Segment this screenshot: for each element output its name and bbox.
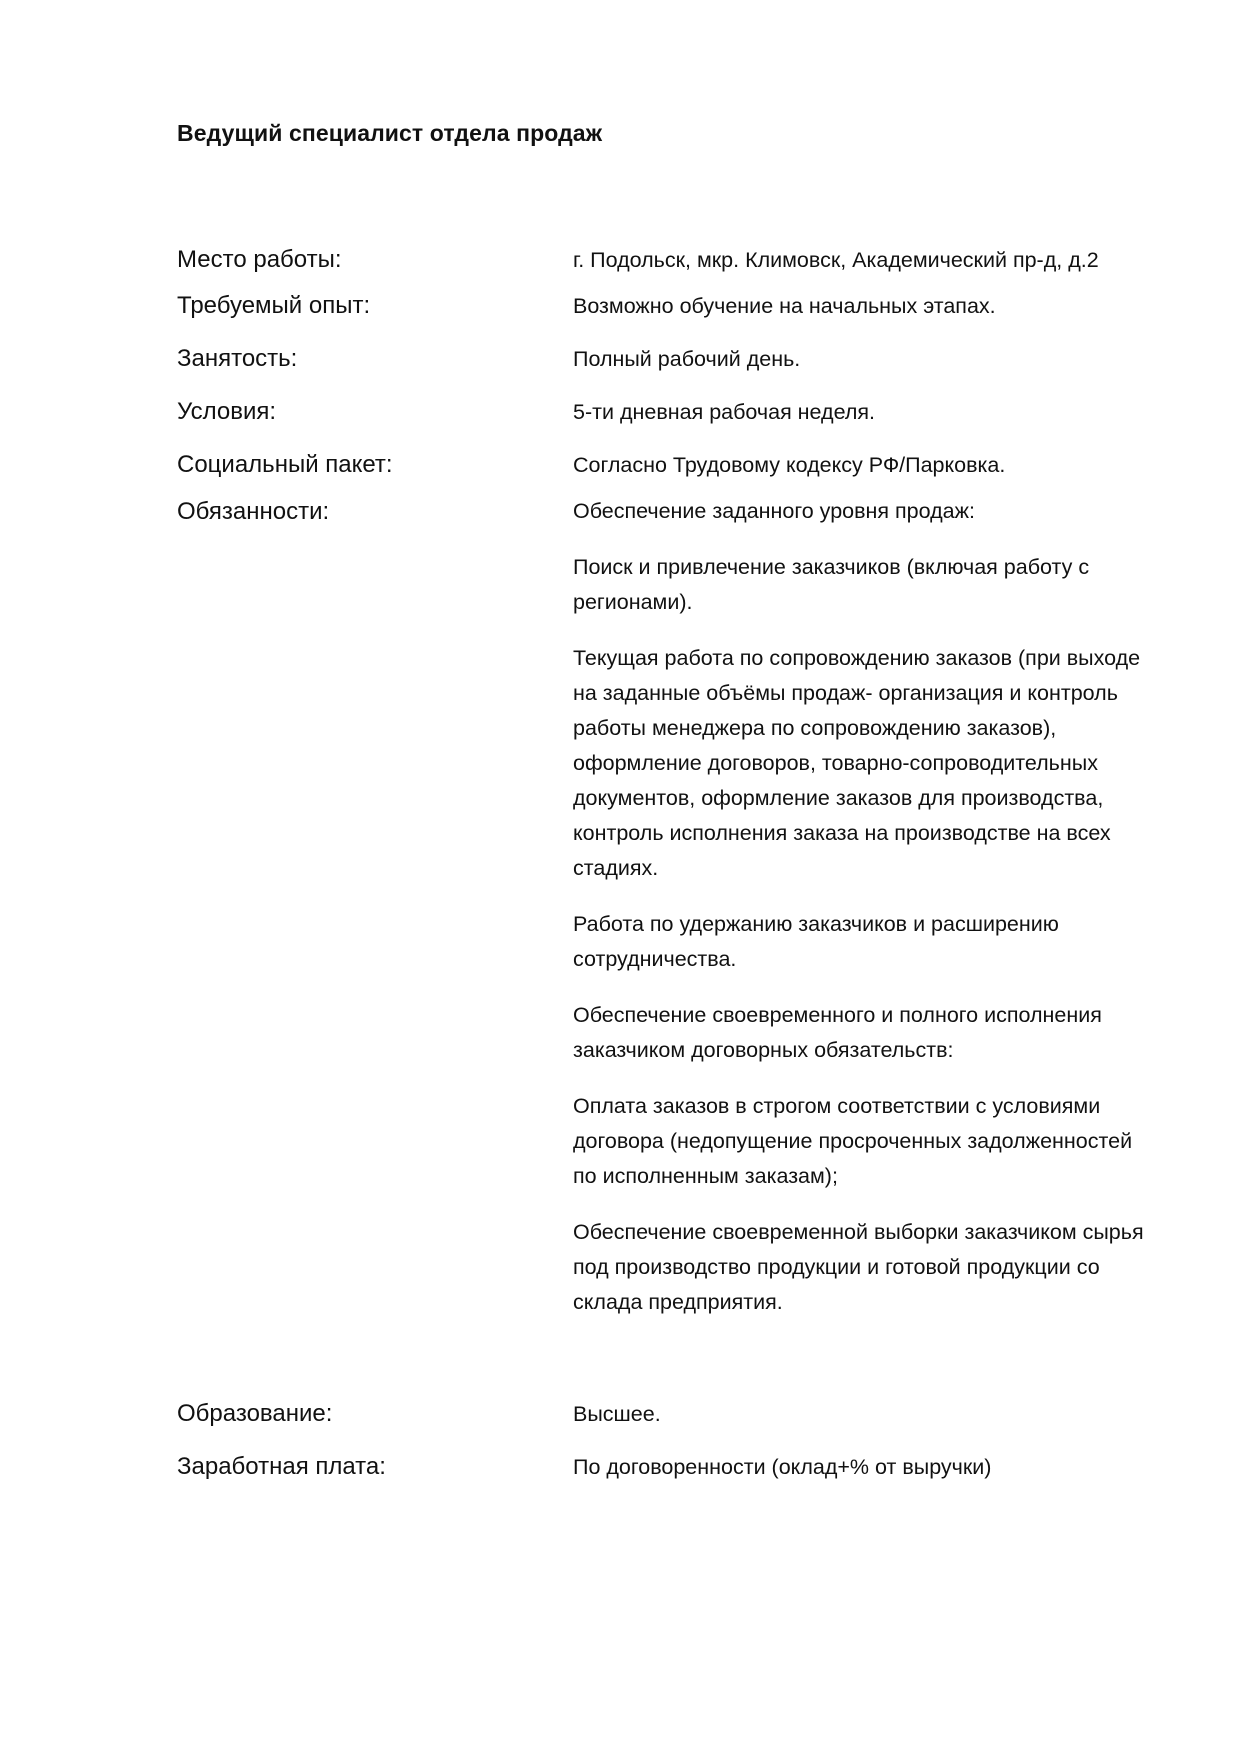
field-label-salary: Заработная плата: xyxy=(177,1453,386,1480)
duty-item: Работа по удержанию заказчиков и расширению сотрудничества. xyxy=(573,912,1059,971)
field-value-social-package: Согласно Трудовому кодексу РФ/Парковка. xyxy=(573,453,1006,477)
duty-item: Обеспечение заданного уровня продаж: xyxy=(573,499,975,523)
field-value-workplace: г. Подольск, мкр. Климовск, Академический пр-д, д.2 xyxy=(573,248,1099,272)
field-label-conditions: Условия: xyxy=(177,398,277,425)
duties-list xyxy=(573,494,1158,1341)
field-value-conditions: 5-ти дневная рабочая неделя. xyxy=(573,400,875,424)
duty-item: Обеспечение своевременной выборки заказчиком сырья под производство продукции и готовой продукции со склада предприятия. xyxy=(573,1220,1144,1314)
duty-item: Поиск и привлечение заказчиков (включая работу с регионами). xyxy=(573,555,1090,614)
field-value-experience: Возможно обучение на начальных этапах. xyxy=(573,294,996,318)
field-label-duties: Обязанности: xyxy=(177,498,330,525)
field-label-workplace: Место работы: xyxy=(177,246,342,273)
field-label-experience: Требуемый опыт: xyxy=(177,292,371,319)
duty-item: Текущая работа по сопровождению заказов (при выходе на заданные объёмы продаж- организация и контроль работы менеджера по сопровождению заказов), оформление договоров, товарно-сопроводительных документов, оформление заказов для производства, контроль исполнения заказа на производстве на всех стадиях. xyxy=(573,646,1141,880)
duty-item: Обеспечение своевременного и полного исполнения заказчиком договорных обязательств: xyxy=(573,1003,1102,1062)
duty-item: Оплата заказов в строгом соответствии с условиями договора (недопущение просроченных задолженностей по исполненным заказам); xyxy=(573,1094,1133,1188)
field-label-education: Образование: xyxy=(177,1400,333,1427)
field-label-social-package: Социальный пакет: xyxy=(177,451,393,478)
field-value-salary: По договоренности (оклад+% от выручки) xyxy=(573,1455,992,1479)
page-title: Ведущий специалист отдела продаж xyxy=(177,120,603,146)
field-value-employment: Полный рабочий день. xyxy=(573,347,801,371)
field-value-education: Высшее. xyxy=(573,1402,661,1426)
field-label-employment: Занятость: xyxy=(177,345,298,372)
